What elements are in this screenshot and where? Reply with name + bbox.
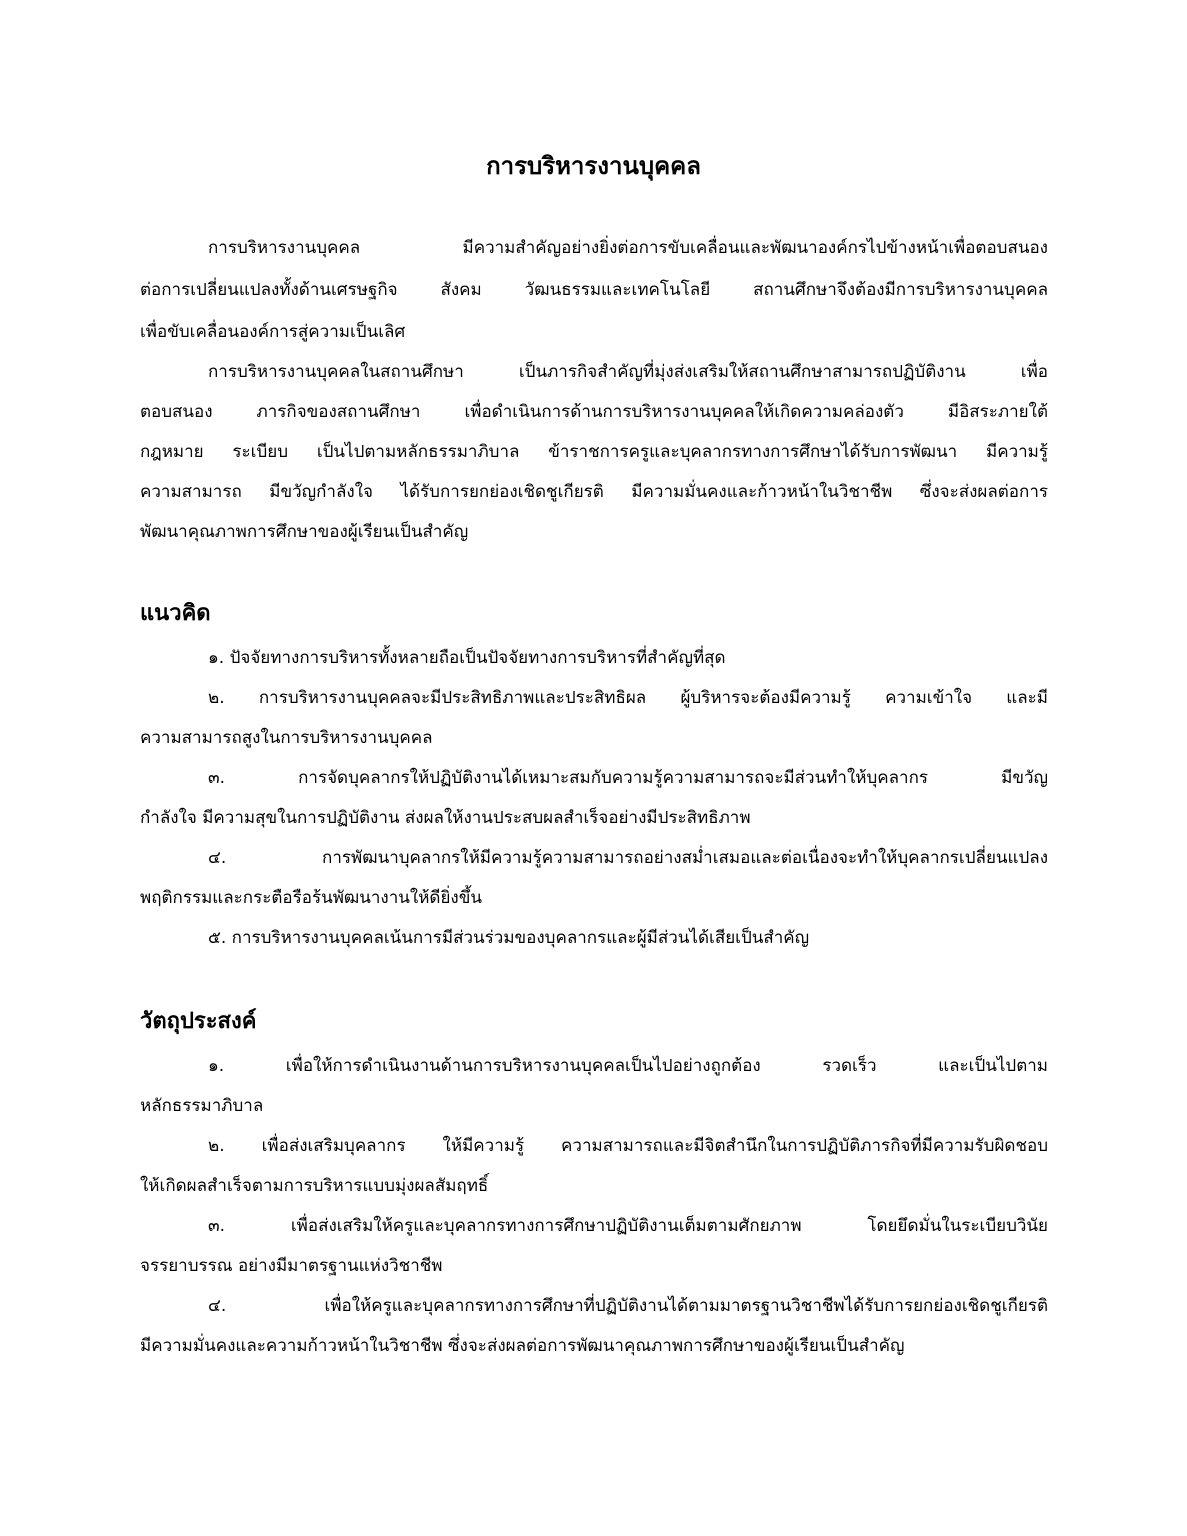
objectives-item-3-line-1: ๓. เพื่อส่งเสริมให้ครูและบุคลากรทางการศึกษาปฏิบัติงานเต็มตามศักยภาพ โดยยึดมั่นในระเบียบวินัย xyxy=(208,1216,1048,1236)
concept-item-3-line-2: กำลังใจ มีความสุขในการปฏิบัติงาน ส่งผลให้งานประสบผลสำเร็จอย่างมีประสิทธิภาพ xyxy=(140,808,751,828)
intro-paragraph-2-line-3: กฎหมาย ระเบียบ เป็นไปตามหลักธรรมาภิบาล ข้าราชการครูและบุคลากรทางการศึกษาได้รับการพัฒนา มีความรู้ xyxy=(140,442,1048,462)
objectives-item-2-line-1: ๒. เพื่อส่งเสริมบุคลากร ให้มีความรู้ ความสามารถและมีจิตสำนึกในการปฏิบัติภารกิจที่มีความรับผิดชอบ xyxy=(208,1136,1048,1156)
intro-paragraph-2-line-5: พัฒนาคุณภาพการศึกษาของผู้เรียนเป็นสำคัญ xyxy=(140,522,469,542)
objectives-item-2-line-2: ให้เกิดผลสำเร็จตามการบริหารแบบมุ่งผลสัมฤทธิ์ xyxy=(140,1176,489,1196)
objectives-heading: วัตถุประสงค์ xyxy=(140,1009,257,1034)
objectives-item-4-line-1: ๔. เพื่อให้ครูและบุคลากรทางการศึกษาที่ปฏิบัติงานได้ตามมาตรฐานวิชาชีพได้รับการยกย่องเชิดชูเกียรติ xyxy=(208,1296,1048,1316)
concept-item-5-line-1: ๕. การบริหารงานบุคคลเน้นการมีส่วนร่วมของบุคลากรและผู้มีส่วนได้เสียเป็นสำคัญ xyxy=(208,928,810,948)
intro-paragraph-1-line-1: การบริหารงานบุคคล มีความสำคัญอย่างยิ่งต่อการขับเคลื่อนและพัฒนาองค์กรไปข้างหน้าเพื่อตอบสนอง xyxy=(208,238,1048,258)
concept-heading: แนวคิด xyxy=(140,601,211,626)
document-title: การบริหารงานบุคคล xyxy=(486,152,701,180)
intro-paragraph-2-line-2: ตอบสนอง ภารกิจของสถานศึกษา เพื่อดำเนินการด้านการบริหารงานบุคคลให้เกิดความคล่องตัว มีอิสระภายใต้ xyxy=(140,402,1048,422)
objectives-item-1-line-2: หลักธรรมาภิบาล xyxy=(140,1096,264,1116)
intro-paragraph-1-line-2: ต่อการเปลี่ยนแปลงทั้งด้านเศรษฐกิจ สังคม วัฒนธรรมและเทคโนโลยี สถานศึกษาจึงต้องมีการบริหารงานบุคคล xyxy=(140,280,1048,300)
intro-paragraph-2-line-1: การบริหารงานบุคคลในสถานศึกษา เป็นภารกิจสำคัญที่มุ่งส่งเสริมให้สถานศึกษาสามารถปฏิบัติงาน เพื่อ xyxy=(208,362,1048,382)
objectives-item-3-line-2: จรรยาบรรณ อย่างมีมาตรฐานแห่งวิชาชีพ xyxy=(140,1256,443,1276)
objectives-item-4-line-2: มีความมั่นคงและความก้าวหน้าในวิชาชีพ ซึ่งจะส่งผลต่อการพัฒนาคุณภาพการศึกษาของผู้เรียนเป็นสำคัญ xyxy=(140,1336,905,1356)
concept-item-2-line-1: ๒. การบริหารงานบุคคลจะมีประสิทธิภาพและประสิทธิผล ผู้บริหารจะต้องมีความรู้ ความเข้าใจ และมี xyxy=(208,688,1048,708)
concept-item-1-line-1: ๑. ปัจจัยทางการบริหารทั้งหลายถือเป็นปัจจัยทางการบริหารที่สำคัญที่สุด xyxy=(208,648,726,668)
intro-paragraph-2-line-4: ความสามารถ มีขวัญกำลังใจ ได้รับการยกย่องเชิดชูเกียรติ มีความมั่นคงและก้าวหน้าในวิชาชีพ ซึ่งจะส่งผลต่อการ xyxy=(140,482,1048,502)
intro-paragraph-1-line-3: เพื่อขับเคลื่อนองค์การสู่ความเป็นเลิศ xyxy=(140,322,406,342)
objectives-item-1-line-1: ๑. เพื่อให้การดำเนินงานด้านการบริหารงานบุคคลเป็นไปอย่างถูกต้อง รวดเร็ว และเป็นไปตาม xyxy=(208,1056,1048,1076)
concept-item-4-line-2: พฤติกรรมและกระตือรือร้นพัฒนางานให้ดียิ่งขึ้น xyxy=(140,888,482,908)
concept-item-2-line-2: ความสามารถสูงในการบริหารงานบุคคล xyxy=(140,728,433,748)
concept-item-4-line-1: ๔. การพัฒนาบุคลากรให้มีความรู้ความสามารถอย่างสม่ำเสมอและต่อเนื่องจะทำให้บุคลากรเปลี่ยนแปลง xyxy=(208,848,1048,868)
concept-item-3-line-1: ๓. การจัดบุคลากรให้ปฏิบัติงานได้เหมาะสมกับความรู้ความสามารถจะมีส่วนทำให้บุคลากร มีขวัญ xyxy=(208,768,1048,788)
